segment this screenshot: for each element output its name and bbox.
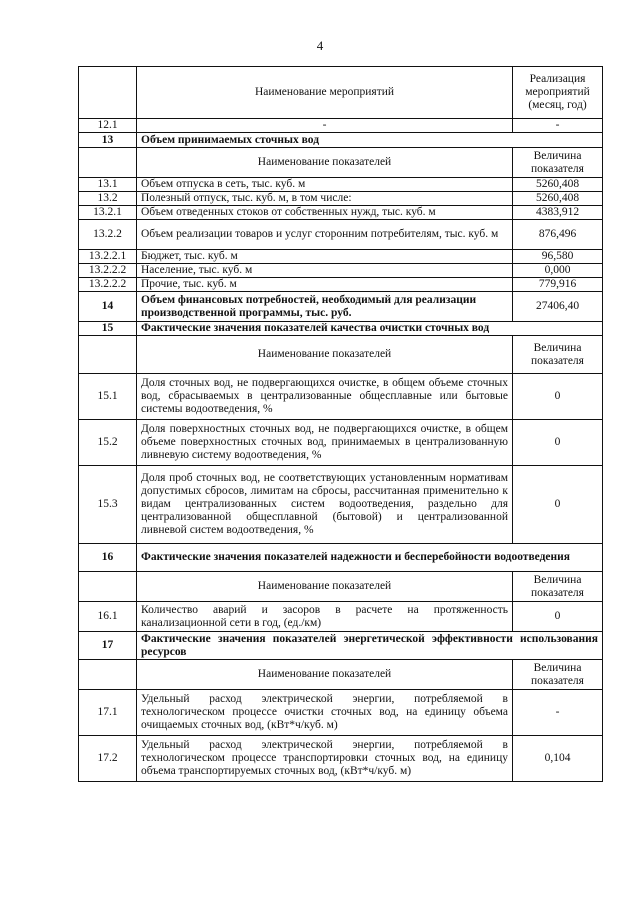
section-number: 16 xyxy=(79,544,137,572)
subheader-row xyxy=(79,148,603,178)
row-number: 13.2.2.1 xyxy=(79,250,137,264)
row-number: 13.2.2 xyxy=(79,220,137,250)
table-row xyxy=(79,178,603,192)
section-title: Фактические значения показателей качества очистки сточных вод xyxy=(137,322,603,336)
row-number: 15.2 xyxy=(79,420,137,466)
row-number: 15.3 xyxy=(79,466,137,544)
row-name: - xyxy=(137,119,513,133)
row-value: - xyxy=(513,690,603,736)
section-title: Объем принимаемых сточных вод xyxy=(137,133,603,148)
table-row xyxy=(79,220,603,250)
header-number-cell xyxy=(79,67,137,119)
table-row xyxy=(79,192,603,206)
row-value: 0 xyxy=(513,602,603,632)
subheader-row xyxy=(79,572,603,602)
row-number: 17.2 xyxy=(79,736,137,782)
header-name-cell: Наименование мероприятий xyxy=(137,67,513,119)
header-value-cell: Реализация мероприятий (месяц, год) xyxy=(513,67,603,119)
section-row xyxy=(79,544,603,572)
section-number: 13 xyxy=(79,133,137,148)
subheader-number-cell xyxy=(79,660,137,690)
section-title: Фактические значения показателей надежности и бесперебойности водоотведения xyxy=(137,544,603,572)
row-number: 13.2.2.2 xyxy=(79,264,137,278)
row-name: Доля сточных вод, не подвергающихся очистке, в общем объеме сточных вод, сбрасываемых в централизованные общесплавные или бытовые системы водоотведения, % xyxy=(137,374,513,420)
row-name: Прочие, тыс. куб. м xyxy=(137,278,513,292)
row-name: Объем реализации товаров и услуг сторонним потребителям, тыс. куб. м xyxy=(137,220,513,250)
row-name: Население, тыс. куб. м xyxy=(137,264,513,278)
table-row xyxy=(79,690,603,736)
row-name: Количество аварий и засоров в расчете на протяженность канализационной сети в год, (ед./км) xyxy=(137,602,513,632)
table-row xyxy=(79,278,603,292)
section-row xyxy=(79,292,603,322)
table-row xyxy=(79,119,603,133)
row-number: 12.1 xyxy=(79,119,137,133)
row-value: 779,916 xyxy=(513,278,603,292)
table-row xyxy=(79,206,603,220)
table-row xyxy=(79,420,603,466)
row-number: 13.2.1 xyxy=(79,206,137,220)
row-name: Объем отведенных стоков от собственных нужд, тыс. куб. м xyxy=(137,206,513,220)
section-number: 15 xyxy=(79,322,137,336)
production-program-table xyxy=(78,66,603,782)
row-name: Доля поверхностных сточных вод, не подвергающихся очистке, в общем объеме поверхностных сточных вод, принимаемых в централизованную ливневую систему водоотведения, % xyxy=(137,420,513,466)
row-name: Полезный отпуск, тыс. куб. м, в том числе: xyxy=(137,192,513,206)
page-number: 4 xyxy=(316,38,324,53)
table-row xyxy=(79,602,603,632)
row-value: 0 xyxy=(513,420,603,466)
table-row xyxy=(79,374,603,420)
subheader-name-cell: Наименование показателей xyxy=(137,148,513,178)
row-value: 0,000 xyxy=(513,264,603,278)
row-value: 5260,408 xyxy=(513,178,603,192)
table-header-row xyxy=(79,67,603,119)
row-value: 96,580 xyxy=(513,250,603,264)
subheader-number-cell xyxy=(79,572,137,602)
section-title: Фактические значения показателей энергетической эффективности использования ресурсов xyxy=(137,632,603,660)
row-number: 17.1 xyxy=(79,690,137,736)
row-value: - xyxy=(513,119,603,133)
subheader-value-cell: Величина показателя xyxy=(513,572,603,602)
section-row xyxy=(79,322,603,336)
subheader-name-cell: Наименование показателей xyxy=(137,336,513,374)
table-row xyxy=(79,250,603,264)
row-name: Удельный расход электрической энергии, потребляемой в технологическом процессе очистки сточных вод, на единицу объема очищаемых сточных вод, (кВт*ч/куб. м) xyxy=(137,690,513,736)
row-value: 876,496 xyxy=(513,220,603,250)
row-value: 4383,912 xyxy=(513,206,603,220)
section-title: Объем финансовых потребностей, необходимый для реализации производственной программы, тыс. руб. xyxy=(137,292,513,322)
row-name: Объем отпуска в сеть, тыс. куб. м xyxy=(137,178,513,192)
row-value: 0 xyxy=(513,466,603,544)
section-number: 17 xyxy=(79,632,137,660)
row-value: 0,104 xyxy=(513,736,603,782)
section-row xyxy=(79,133,603,148)
table-row xyxy=(79,264,603,278)
subheader-row xyxy=(79,336,603,374)
row-number: 13.2 xyxy=(79,192,137,206)
row-value: 5260,408 xyxy=(513,192,603,206)
section-row xyxy=(79,632,603,660)
subheader-name-cell: Наименование показателей xyxy=(137,660,513,690)
table-row xyxy=(79,466,603,544)
subheader-number-cell xyxy=(79,148,137,178)
row-number: 13.2.2.2 xyxy=(79,278,137,292)
row-value: 0 xyxy=(513,374,603,420)
subheader-number-cell xyxy=(79,336,137,374)
row-name: Бюджет, тыс. куб. м xyxy=(137,250,513,264)
subheader-name-cell: Наименование показателей xyxy=(137,572,513,602)
row-number: 13.1 xyxy=(79,178,137,192)
row-name: Доля проб сточных вод, не соответствующих установленным нормативам допустимых сбросов, лимитам на сбросы, рассчитанная применительно к видам централизованных систем водоотведения, раздельно для централизованной общесплавной (бытовой) и централизованной ливневой систем водоотведения, % xyxy=(137,466,513,544)
section-value: 27406,40 xyxy=(513,292,603,322)
subheader-value-cell: Величина показателя xyxy=(513,148,603,178)
table-row xyxy=(79,736,603,782)
row-name: Удельный расход электрической энергии, потребляемой в технологическом процессе транспортировки сточных вод, на единицу объема транспортируемых сточных вод, (кВт*ч/куб. м) xyxy=(137,736,513,782)
subheader-value-cell: Величина показателя xyxy=(513,336,603,374)
row-number: 16.1 xyxy=(79,602,137,632)
section-number: 14 xyxy=(79,292,137,322)
subheader-row xyxy=(79,660,603,690)
row-number: 15.1 xyxy=(79,374,137,420)
subheader-value-cell: Величина показателя xyxy=(513,660,603,690)
